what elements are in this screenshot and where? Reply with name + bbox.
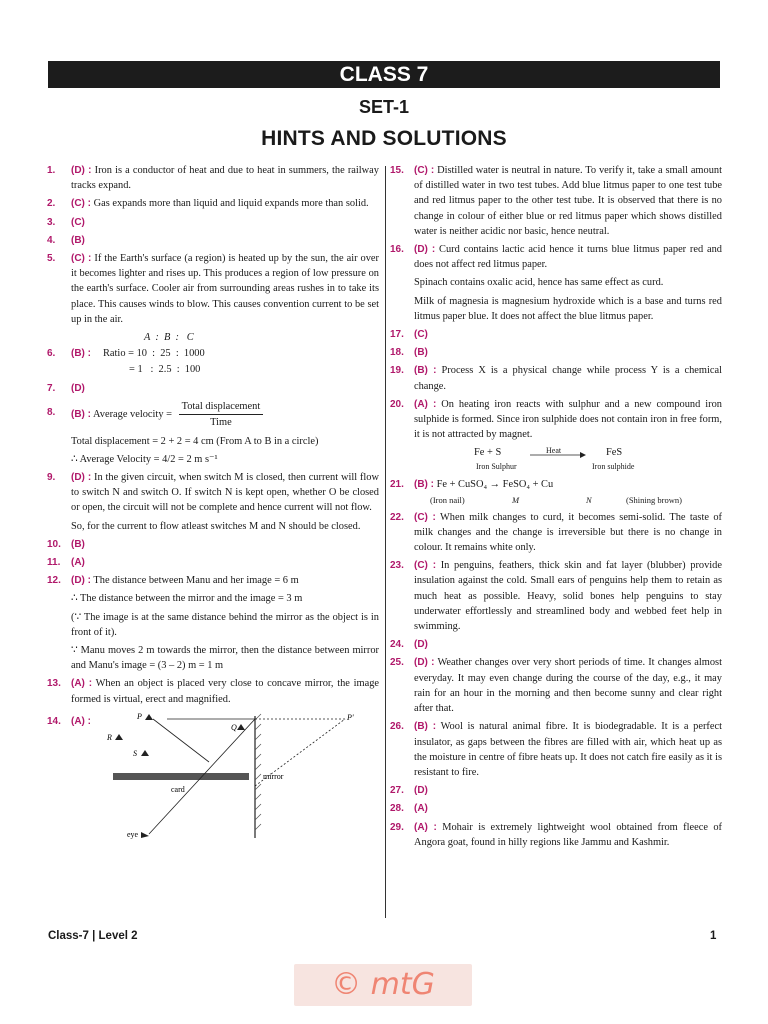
answer-option: (C): [414, 329, 428, 341]
question-number: 24.: [390, 639, 404, 651]
answer-text: On heating iron reacts with sulphur and a new compound iron sulphide is formed. Since iron sulphide does not contain iron in free form, it is not attracted by magnet.: [414, 398, 722, 441]
set-title: SET-1: [358, 97, 410, 117]
answer-option: (B): [71, 538, 85, 550]
answer-text: Mohair is extremely lightweight wool obtained from fleece of Angora goat, found in hilly regions like Jammu and Kashmir.: [414, 821, 722, 848]
answer-item: [390, 783, 722, 798]
answer-text: In the given circuit, when switch M is closed, then current will flow to switch N and switch O. If switch N is kept open, whether O be closed or open, the circuit will not be complete and hence current will not flow.: [71, 472, 379, 514]
answer-text: Distilled water is neutral in nature. To verify it, take a small amount of distilled water in two test tubes. Add blue litmus paper to one test tube and red litmus paper to the other test tube. It is observed that there is no change in colour of either blue or red litmus paper which shows distilled water is neither acidic nor basic, hence neutral.: [414, 165, 722, 237]
answer-item: [390, 637, 722, 652]
answer-item: [47, 381, 379, 396]
arrow-icon: [530, 451, 586, 459]
answer-option: (B) :: [414, 365, 437, 377]
label-n: N: [586, 494, 592, 505]
answer-item: [390, 327, 722, 342]
answer-text: If the Earth's surface (a region) is heated up by the sun, the air over it becomes lighter and rises up. This produces a region of low pressure on the earth's surface. Cooler air from surrounding areas rushes in to take its place. This causes winds to blow. This causes convention current to be set up in the air.: [71, 253, 379, 325]
answer-text: Curd contains lactic acid hence it turns blue litmus paper red and does not affect red litmus paper.: [414, 244, 723, 271]
answer-option: (C) :: [414, 165, 435, 176]
question-number: 21.: [390, 479, 404, 491]
answer-option: (A) :: [414, 398, 437, 410]
label-p-prime: P': [347, 712, 354, 722]
answer-line: ∵ Manu moves 2 m towards the mirror, then the distance between mirror and Manu's image = (3 – 2) m = 1 m: [71, 645, 379, 672]
mtg-logo: © mtG: [294, 964, 472, 1006]
answer-option: (D): [414, 639, 428, 651]
question-number: 2.: [47, 198, 56, 210]
answer-item: [390, 719, 722, 780]
answer-item: [47, 555, 379, 570]
question-number: 9.: [47, 472, 56, 484]
answer-option: (C) :: [71, 198, 91, 210]
class-banner: CLASS 7: [48, 61, 720, 88]
label-card: card: [171, 784, 185, 794]
question-number: 22.: [390, 511, 404, 523]
answer-item: [47, 215, 379, 230]
answer-item: [390, 345, 722, 360]
answer-item: [390, 510, 722, 556]
answer-item: [47, 676, 379, 706]
answer-item: [390, 363, 722, 393]
label-s: S: [133, 748, 137, 758]
object-s: [141, 750, 149, 756]
question-number: 14.: [47, 715, 61, 727]
ray-line: [153, 719, 209, 762]
question-number: 27.: [390, 785, 404, 797]
answer-line: So, for the current to flow atleast switches M and N should be closed.: [71, 520, 361, 532]
label-m: M: [512, 494, 520, 505]
equation: Fe + CuSO₄ → FeSO₄ + Cu: [436, 479, 554, 491]
answer-option: (B): [71, 234, 85, 246]
answer-item: [47, 330, 379, 378]
object-r: [115, 734, 123, 740]
question-number: 29.: [390, 821, 404, 833]
answer-option: (D): [414, 785, 428, 797]
product-label: Iron sulphide: [592, 462, 635, 472]
question-number: 10.: [47, 538, 61, 550]
reaction-equation: [414, 445, 722, 473]
question-number: 16.: [390, 244, 404, 256]
question-number: 3.: [47, 216, 56, 228]
answer-line: (∵ The image is at the same distance behind the mirror as the object is in front of it).: [71, 611, 379, 638]
question-number: 11.: [47, 557, 61, 569]
ratio-row: = 1 : 2.5 : 100: [129, 364, 201, 376]
question-number: 19.: [390, 365, 404, 377]
question-number: 18.: [390, 347, 404, 359]
mirror-hatching: [255, 714, 261, 830]
answer-item: [390, 801, 722, 816]
answer-option: (D) :: [414, 657, 435, 669]
question-number: 15.: [390, 165, 404, 176]
question-number: 5.: [47, 253, 56, 265]
left-column: [47, 163, 379, 843]
answer-text: Process X is a physical change while process Y is a chemical change.: [414, 365, 722, 392]
answer-item: [390, 655, 722, 716]
footer-label: Class-7 | Level 2: [48, 930, 138, 942]
answer-text: Iron is a conductor of heat and due to heat in summers, the railway tracks expand.: [71, 165, 379, 192]
product: FeS: [606, 447, 623, 459]
answer-item: [390, 163, 722, 239]
reactant-labels: Iron Sulphur: [476, 462, 517, 472]
answer-text: Weather changes over very short periods of time. It changes almost everyday. It may even change during the course of the day, e.g., it may rain for an hour in the morning and then become sunny and clear right after that.: [414, 657, 722, 715]
page-heading: HINTS AND SOLUTIONS: [261, 127, 507, 150]
label-r: R: [107, 732, 112, 742]
answer-option: (C) :: [414, 560, 437, 572]
answer-option: (C) :: [414, 511, 436, 523]
answer-text: When milk changes to curd, it becomes semi-solid. The taste of milk changes and the change is irreversible but there is no change in colour. It remains white only.: [414, 511, 722, 554]
answer-option: (D): [71, 383, 85, 395]
label-shining-brown: (Shining brown): [626, 494, 682, 505]
arrow-label: Heat: [546, 446, 562, 456]
object-q: [237, 724, 245, 730]
question-number: 1.: [47, 165, 56, 176]
reactants: Fe + S: [474, 447, 502, 459]
answer-item: [390, 242, 722, 324]
question-number: 20.: [390, 398, 404, 410]
question-number: 4.: [47, 234, 56, 246]
answer-text: In penguins, feathers, thick skin and fat layer (blubber) provide insulation against the cold. Small ears of penguins help them to retain as much heat as possible. Heavy, solid bones help penguins to stay underwater effortlessly and streamlined body and webbed feet help in swimming.: [414, 560, 722, 633]
question-number: 8.: [47, 407, 56, 419]
label-eye: eye: [127, 829, 139, 839]
answer-option: (C): [71, 216, 85, 228]
question-number: 25.: [390, 657, 404, 669]
answer-option: (A): [414, 803, 428, 815]
numerator: Total displacement: [179, 399, 264, 415]
answer-line: Spinach contains oxalic acid, hence has same effect as curd.: [414, 277, 664, 289]
answer-option: (A): [71, 557, 85, 569]
eye-icon: [141, 832, 149, 838]
answer-option: (A) :: [71, 678, 93, 690]
answer-text: When an object is placed very close to concave mirror, the image formed is virtual, erect and magnified.: [71, 678, 379, 705]
fraction: [179, 399, 264, 430]
answer-option: (D) :: [71, 472, 92, 484]
answer-option: (C) :: [71, 253, 92, 265]
answer-item: [390, 397, 722, 443]
ratio-row: Ratio = 10 : 25 : 1000: [103, 348, 205, 360]
answer-option: (A) :: [414, 821, 437, 833]
equation-labels: [414, 493, 722, 507]
answer-item: [47, 470, 379, 534]
answer-line: ∴ The distance between the mirror and the image = 3 m: [71, 593, 303, 605]
object-p: [145, 714, 153, 720]
answer-option: (B) :: [414, 479, 434, 491]
answer-option: (A) :: [71, 715, 91, 727]
answer-option: (D) :: [71, 575, 91, 587]
label-iron-nail: (Iron nail): [430, 494, 465, 505]
answer-option: (D) :: [414, 244, 436, 256]
answer-item: [47, 537, 379, 552]
page-number: 1: [710, 930, 717, 942]
denominator: Time: [210, 417, 232, 429]
answer-item: [47, 710, 379, 840]
label-mirror: mirror: [263, 771, 284, 781]
answer-item: [47, 399, 379, 467]
question-number: 6.: [47, 348, 56, 360]
answer-option: (B) :: [71, 348, 91, 360]
answer-text: Gas expands more than liquid and liquid expands more than solid.: [93, 198, 369, 210]
answer-item: [390, 477, 722, 506]
question-number: 13.: [47, 678, 61, 690]
answer-text: The distance between Manu and her image = 6 m: [93, 575, 299, 587]
answer-option: (D) :: [71, 165, 92, 176]
answer-item: [47, 163, 379, 193]
answer-item: [47, 573, 379, 673]
answer-item: [47, 233, 379, 248]
question-number: 28.: [390, 803, 404, 815]
question-number: 7.: [47, 383, 56, 395]
answer-option: (B): [414, 347, 428, 359]
formula-lead: Average velocity =: [93, 409, 172, 421]
label-q: Q: [231, 722, 237, 732]
ratio-header: A : B : C: [144, 332, 194, 344]
card-shape: [113, 773, 249, 780]
answer-line: Total displacement = 2 + 2 = 4 cm (From A to B in a circle): [71, 435, 319, 447]
answer-option: (B) :: [71, 409, 91, 421]
answer-line: ∴ Average Velocity = 4/2 = 2 m s⁻¹: [71, 453, 218, 465]
question-number: 26.: [390, 721, 404, 733]
answer-item: [390, 820, 722, 850]
column-divider: [385, 166, 386, 918]
answer-option: (B) :: [414, 721, 437, 733]
question-number: 12.: [47, 575, 61, 587]
label-p: P: [137, 711, 142, 721]
answer-text: Wool is natural animal fibre. It is biodegradable. It is a perfect insulator, as gaps between the fibres are filled with air, which heat up as the moisture in centre of fibre heats up. It does not catch fire easily as it is resistant to fire.: [414, 721, 722, 778]
answer-item: [47, 196, 379, 211]
question-number: 17.: [390, 329, 404, 341]
question-number: 23.: [390, 560, 404, 572]
answer-item: [47, 251, 379, 327]
answer-line: Milk of magnesia is magnesium hydroxide which is a base and turns red litmus paper blue. It does not affect the blue litmus paper.: [414, 295, 722, 322]
mirror-diagram: [83, 710, 383, 840]
right-column: [390, 163, 722, 853]
answer-item: [390, 558, 722, 634]
